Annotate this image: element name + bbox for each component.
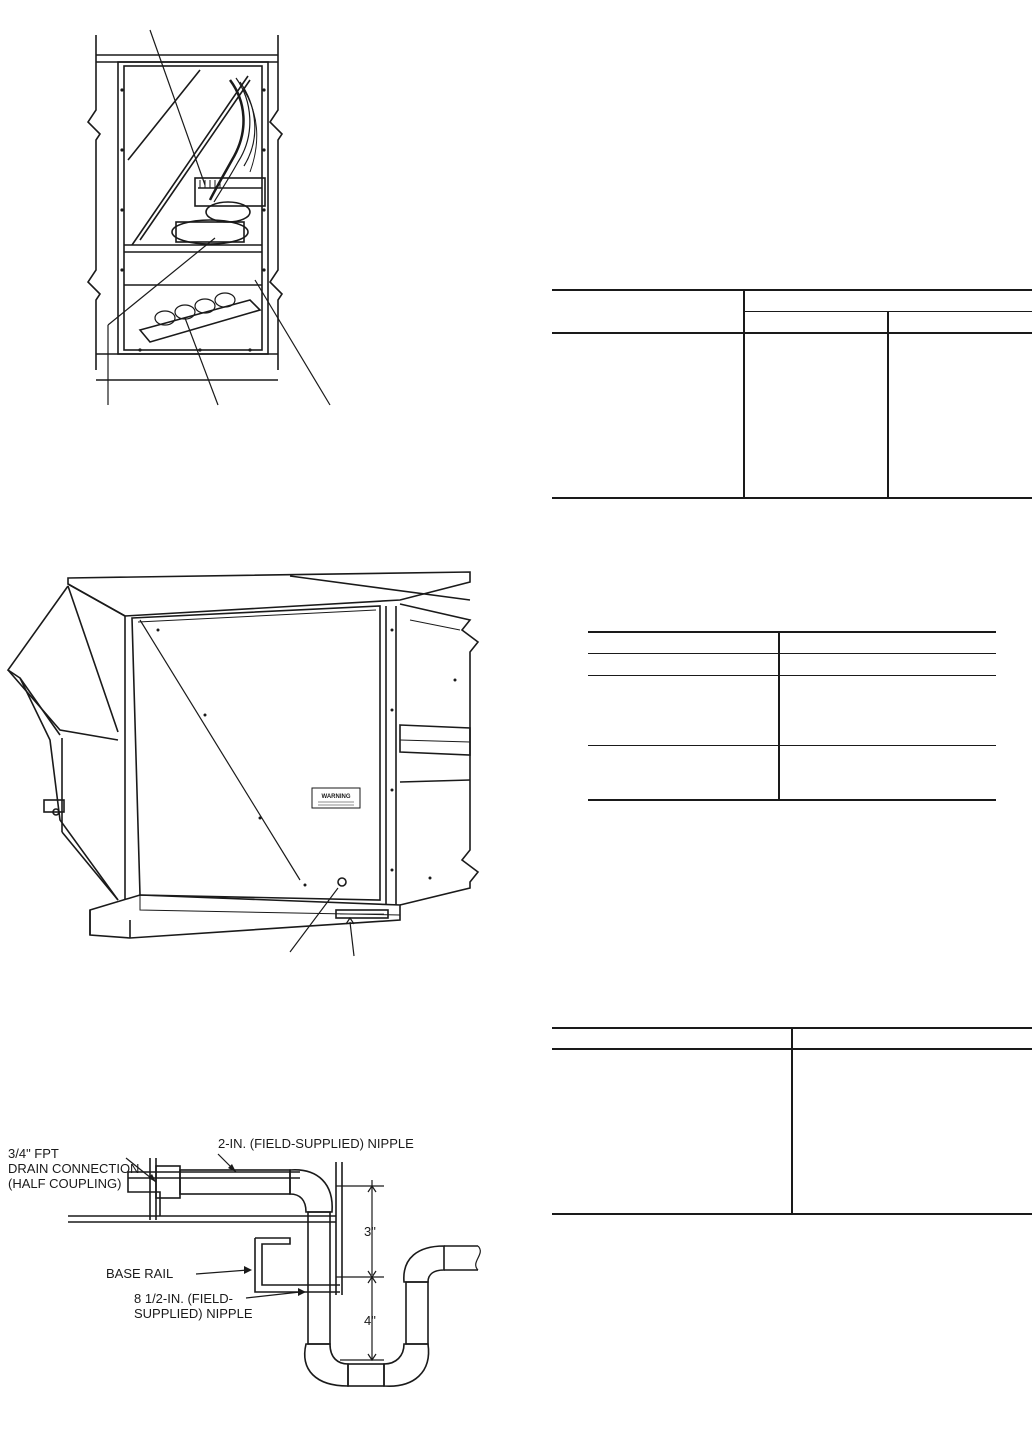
table-b-top-rule	[588, 631, 996, 633]
condensate-drain-figure	[0, 1120, 520, 1440]
drain-connection-label-line-2: DRAIN CONNECTION	[8, 1161, 140, 1176]
dimension-lower-label: 4"	[364, 1313, 376, 1328]
table-a-col-divider-2	[887, 312, 889, 498]
condensate-drain-drawing	[0, 1120, 520, 1440]
table-b-row-rule-1	[588, 675, 996, 676]
burner-section-figure	[0, 0, 520, 420]
base-rail-label: BASE RAIL	[106, 1266, 174, 1281]
drain-connection-label-line-1: 3/4" FPT	[8, 1146, 59, 1161]
unit-access-panel-drawing	[0, 560, 520, 960]
burner-section-drawing	[0, 0, 520, 420]
table-a-header-rule	[552, 332, 1032, 334]
dimension-upper-label: 3"	[364, 1224, 376, 1239]
table-b-bottom-rule	[588, 799, 996, 801]
table-b-header-rule	[588, 653, 996, 654]
table-a-bottom-rule	[552, 497, 1032, 499]
table-a-top-rule	[552, 289, 1032, 291]
table-c-col-divider	[791, 1028, 793, 1214]
drain-connection-label-line-3: (HALF COUPLING)	[8, 1176, 122, 1191]
table-a-col-divider-1	[743, 290, 745, 498]
table-b-row-rule-2	[588, 745, 996, 746]
table-b-col-divider	[778, 632, 780, 800]
warning-plate-label: WARNING	[321, 794, 351, 800]
nipple-8in-label-line-1: 8 1/2-IN. (FIELD-	[134, 1291, 233, 1306]
nipple-8in-label-line-2: SUPPLIED) NIPPLE	[134, 1306, 253, 1321]
nipple-2in-label: 2-IN. (FIELD-SUPPLIED) NIPPLE	[218, 1136, 414, 1151]
unit-access-panel-figure	[0, 560, 520, 960]
